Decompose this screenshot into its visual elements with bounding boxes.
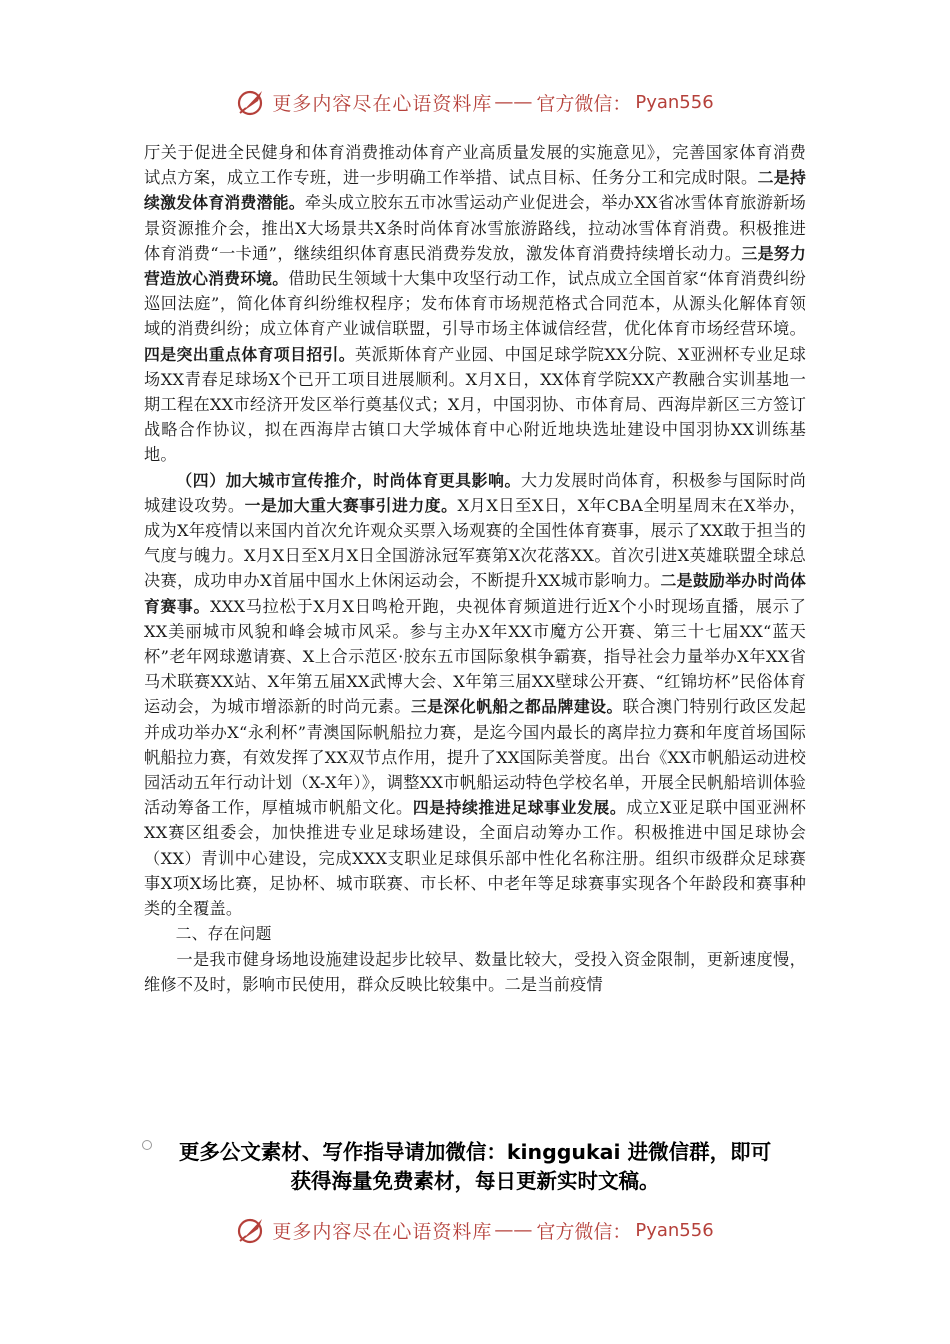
brand-name: 更多内容尽在心语资料库 <box>272 92 493 115</box>
bold-point-2: 二是鼓励举办时尚体育赛事。 <box>144 571 806 616</box>
text-run: 大力发展时尚体育，积极参与国际时尚城建设攻势。 <box>144 470 806 515</box>
bold-point-4: 四是持续推进足球事业发展。 <box>412 798 627 818</box>
banner-separator: —— <box>494 91 533 113</box>
wechat-id: Pyan556 <box>635 91 714 113</box>
promo-line-2: 获得海量免费素材，每日更新实时文稿。 <box>290 1169 660 1193</box>
bold-point-1: 一是加大重大赛事引进力度。 <box>244 495 458 515</box>
paragraph-problems: 一是我市健身场地设施建设起步比较早、数量比较大，受投入资金限制，更新速度慢，维修不及时，影响市民使用，群众反映比较集中。二是当前疫情 <box>144 949 806 994</box>
wechat-label: 官方微信： <box>536 1220 632 1243</box>
banner-separator: —— <box>494 1219 533 1241</box>
text-run: 成立X亚足联中国亚洲杯XX赛区组委会，加快推进专业足球场建设，全面启动筹办工作。积极推进中国足球协会（XX）青训中心建设，完成XXX支职业足球俱乐部中性化名称注册。组织市级群众足球赛事X项X场比赛，足协杯、城市联赛、市长杯、中老年等足球赛事实现各个年龄段和赛事种类的全覆盖。 <box>144 798 806 919</box>
promo-notice <box>130 1138 820 1196</box>
text-run: 牵头成立胶东五市冰雪运动产业促进会，举办XX省冰雪体育旅游新场景资源推介会，推出X大场景共X条时尚体育冰雪旅游路线，拉动冰雪体育消费。积极推进体育消费“一卡通”，继续组织体育惠民消费券发放，激发体育消费持续增长动力。 <box>144 193 806 263</box>
text-run: 联合澳门特别行政区发起并成功举办X“永利杯”青澳国际帆船拉力赛，是迄今国内最长的离岸拉力赛和年度首场国际帆船拉力赛，有效发挥了XX双节点作用，提升了XX国际美誉度。出台《XX市帆船运动进校园活动五年行动计划（X-X年）》，调整XX市帆船运动特色学校名单，开展全民帆船培训体验活动筹备工作，厚植城市帆船文化。 <box>144 697 807 818</box>
bold-point-2: 二是持续激发体育消费潜能。 <box>144 168 806 213</box>
bold-point-4: 四是突出重点体育项目招引。 <box>144 344 356 364</box>
document-body <box>144 140 806 997</box>
wechat-id: Pyan556 <box>635 1219 714 1241</box>
section-heading-problems: 二、存在问题 <box>175 924 272 944</box>
header-watermark-banner <box>0 82 950 122</box>
text-run: XXX马拉松于X月X日鸣枪开跑，央视体育频道进行近X个小时现场直播，展示了XX美丽城市风貌和峰会城市风采。参与主办X年XX市魔方公开赛、第三十七届XX“蓝天杯”老年网球邀请赛、X上合示范区·胶东五市国际象棋争霸赛，指导社会力量举办X年XX省马术联赛XX站、X年第五届XX武博大会、X年第三届XX壁球公开赛、“红锦坊杯”民俗体育运动会，为城市增添新的时尚元素。 <box>144 596 806 717</box>
quill-logo-icon <box>236 87 266 117</box>
paragraph-consumption <box>144 140 806 468</box>
quill-logo-icon <box>236 1215 266 1245</box>
footer-watermark-banner <box>0 1210 950 1250</box>
text-run: 英派斯体育产业园、中国足球学院XX分院、X亚洲杯专业足球场XX青春足球场X个已开工项目进展顺利。X月X日，XX体育学院XX产教融合实训基地一期工程在XX市经济开发区举行奠基仪式；X月，中国羽协、市体育局、西海岸新区三方签订战略合作协议，拟在西海岸古镇口大学城体育中心附近地块选址建设中国羽协XX训练基地。 <box>144 344 807 465</box>
text-run: X月X日至X日，X年CBA全明星周末在X举办，成为X年疫情以来国内首次允许观众买票入场观赛的全国性体育赛事，展示了XX敢于担当的气度与魄力。X月X日至X月X日全国游泳冠军赛第X次花落XX。首次引进X英雄联盟全球总决赛，成功申办X首届中国水上休闲运动会，不断提升XX城市影响力。 <box>144 495 806 591</box>
wechat-label: 官方微信： <box>536 92 632 115</box>
promo-line-1: 更多公文素材、写作指导请加微信：kinggukai 进微信群，即可 <box>178 1140 772 1164</box>
bold-point-3: 三是努力营造放心消费环境。 <box>144 243 806 289</box>
text-run: 借助民生领域十大集中攻坚行动工作，试点成立全国首家“体育消费纠纷巡回法庭”，简化体育纠纷维权程序；发布体育市场规范格式合同范本，从源头化解体育领域的消费纠纷；成立体育产业诚信联盟，引导市场主体诚信经营，优化体育市场经营环境。 <box>144 269 806 339</box>
section-subheading: （四）加大城市宣传推介，时尚体育更具影响。 <box>176 470 521 490</box>
brand-name: 更多内容尽在心语资料库 <box>272 1220 493 1243</box>
paragraph-city-promotion <box>144 468 806 922</box>
bold-point-3: 三是深化帆船之都品牌建设。 <box>410 697 623 717</box>
text-run: 厅关于促进全民健身和体育消费推动体育产业高质量发展的实施意见》，完善国家体育消费试点方案，成立工作专班，进一步明确工作举措、试点目标、任务分工和完成时限。 <box>144 143 806 188</box>
